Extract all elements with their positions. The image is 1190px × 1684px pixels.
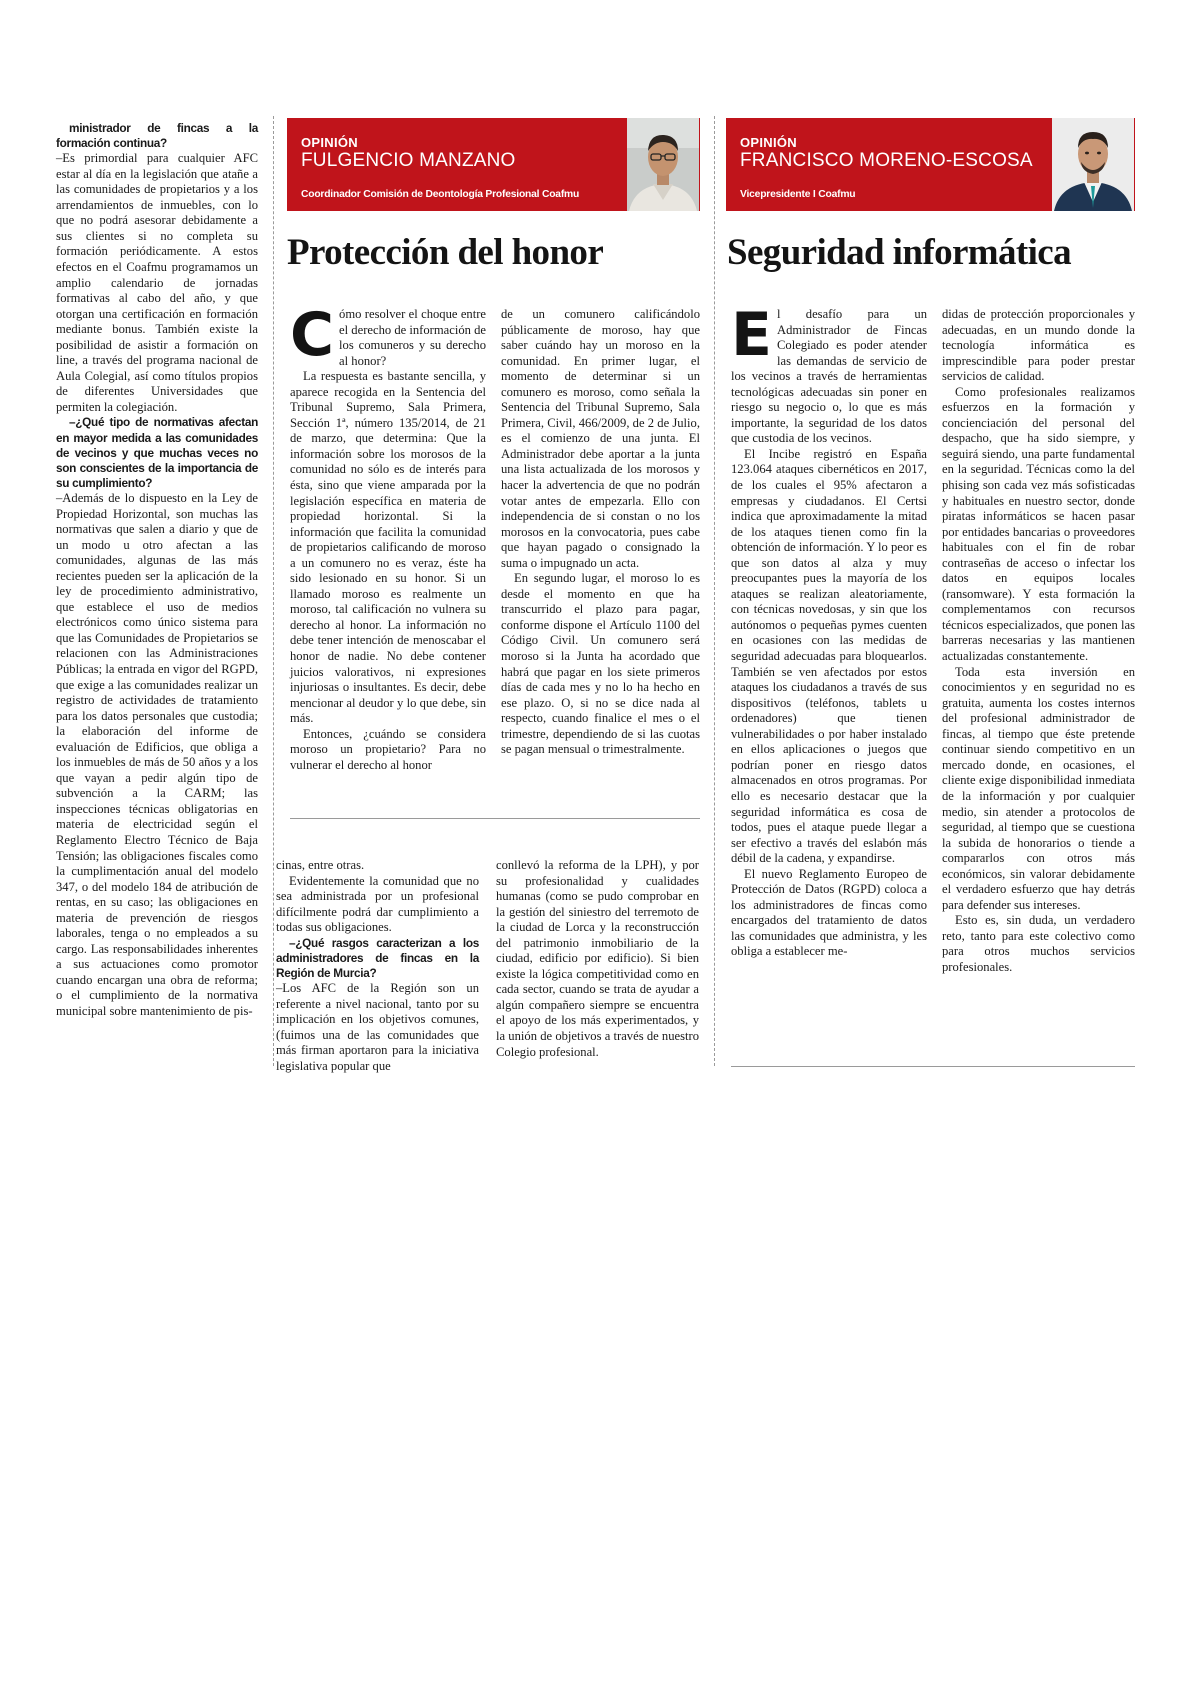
column-separator: [714, 116, 715, 1066]
opinion-kicker: OPINIÓN: [740, 135, 797, 150]
article-paragraph: de un comunero calificándolo públicamente de moroso, hay que saber cuándo hay un moroso en la comunidad. En primer lugar, el momento de determinar si un comunero es moroso, como señala la Sentencia del Tribunal Supremo, Sala Primera, Civil, 466/2009, de 2 de Julio, es el comienzo de una junta. El Administrador debe aportar a la junta una lista actualizada de los morosos y hacer la advertencia de que no podrán votar antes de empezarla. Ello con independencia de si constan o no los morosos en la convocatoria, pues cabe que hayan pagado o consignado la suma o impugnado un acta.: [501, 307, 700, 570]
interview-question: ministrador de fincas a la formación continua?: [56, 121, 258, 151]
article-paragraph: En segundo lugar, el moroso lo es desde el momento en que ha transcurrido el plazo para pagar, conforme dispone el Artículo 1100 del Código Civil. Un comunero será moroso si la Junta ha acordado que habrá que pagar en los siete primeros días de cada mes y no lo ha hecho en ese plazo. O, si no se dice nada al respecto, cuando finalice el mes o el trimestre, dependiendo de si las cuotas se pagan mensual o trimestralmente.: [501, 571, 700, 757]
interview-answer: –Los AFC de la Región son un referente a nivel nacional, tanto por su implicación en los objetivos comunes, (fuimos una de las comunidades que más firman aportaron para la iniciativa legislativa popular que: [276, 981, 479, 1073]
article-paragraph: Toda esta inversión en conocimientos y en seguridad no es gratuita, aumenta los costes internos del profesional administrador de fincas, al tiempo que éste pretende continuar siendo competitivo en un mercado donde, en ocasiones, el cliente exige disponibilidad inmediata de la información y por cualquier medio, sin atender a protocolos de seguridad, al tiempo que se cuestiona la subida de honorarios o tiende a compararlos con otros más económicos, sin valorar debidamente el verdadero esfuerzo que hay detrás para defender sus intereses.: [942, 664, 1135, 912]
article-title: Seguridad informática: [727, 232, 1072, 273]
interview-paragraph: Evidentemente la comunidad que no sea administrada por un profesional difícilmente podrá dar cumplimiento a todas sus obligaciones.: [276, 873, 479, 935]
author-photo: [627, 118, 699, 211]
article-paragraph: didas de protección proporcionales y adecuadas, en un mundo donde la tecnología informática es imprescindible para poder prestar servicios de calidad.: [942, 307, 1135, 384]
author-role: Vicepresidente I Coafmu: [740, 189, 856, 200]
article-paragraph: El nuevo Reglamento Europeo de Protección de Datos (RGPD) coloca a los administradores de fincas como encargados del tratamiento de datos las comunidades que administra, y les obliga a establecer me-: [731, 866, 927, 959]
interview-question: –¿Qué rasgos caracterizan a los administradores de fincas en la Región de Murcia?: [276, 935, 479, 980]
article-paragraph: El Incibe registró en España 123.064 ataques cibernéticos en 2017, de los cuales el 95% afectaron a empresas y ciudadanos. El Certsi indica que aproximadamente la mitad de los ataques tienen como fin la obtención de información. Y lo peor es que son datos al alza y muy preocupantes pues la mayoría de los ataques se realizan aleatoriamente, con técnicas novedosas, y sin que los autónomos o pequeñas pymes cuenten en ocasiones con las medidas de seguridad adecuadas para bloquearlos. También se ven afectados por estos ataques los ciudadanos a través de sus dispositivos (teléfonos, tablets u ordenadores) que tienen vulnerabilidades o por haber instalado en ellos aplicaciones o juegos que podrían poner en riesgo datos almacenados en otros programas. Por ello es necesario destacar que la seguridad informática es cosa de todos, pues el ataque puede llegar a ser efectivo a través del eslabón más débil de la cadena, y expandirse.: [731, 446, 927, 866]
interview-answer: cinas, entre otras.: [276, 858, 365, 872]
interview-continuation-column-1: [276, 858, 479, 1074]
interview-left-column: [56, 121, 258, 1020]
article-column: [942, 307, 1135, 976]
interview-continuation-column-2: [496, 858, 699, 1060]
author-role: Coordinador Comisión de Deontología Profesional Coafmu: [301, 189, 580, 200]
interview-answer: –Además de lo dispuesto en la Ley de Propiedad Horizontal, son muchas las normativas que salen a diario y que de un modo u otro afectan a las comunidades, algunas de las más recientes pueden ser la aplicación de la ley de procedimiento administrativo, que establece el uso de medios electrónicos como único sistema para que las Comunidades de Propietarios se relacionen con las Administraciones Públicas; la entrada en vigor del RGPD, que exige a las comunidades realizar un registro de actividades de tratamiento para los datos personales que custodia; la elaboración del informe de evaluación de Edificios, que obliga a los inmuebles de más de 50 años y a los que vayan a pedir algún tipo de subvención a la CARM; las inspecciones técnicas obligatorias en materia de electricidad según el Reglamento Electro Técnico de Baja Tensión; las obligaciones fiscales como la cumplimentación anual del modelo 347, o del modelo 184 de atribución de rentas, en su caso; las obligaciones en materia de prevención de riesgos laborales, tenga o no empleados a su cargo. Las responsabilidades inherentes a sus actuaciones como promotor cuando encargan una obra de reforma; o el cumplimiento de la normativa municipal sobre mantenimiento de pis-: [56, 490, 258, 1018]
interview-answer: –Es primordial para cualquier AFC estar al día en la legislación que atañe a las comunidades de propietarios y a los arrendamientos de inmuebles, con lo que no podrá asesorar debidamente a sus clientes si no completa su formación periódicamente. A estos efectos en el Coafmu programamos un amplio calendario de jornadas formativas al cabo del año, y que otorgan una certificación en formación mediante bonus. También existe la posibilidad de asistir a formación on line, a través del programa nacional de Aula Colegial, así como títulos propios de diferentes Universidades que permiten la colegiación.: [56, 151, 258, 414]
interview-answer: conllevó la reforma de la LPH), y por su profesionalidad y cualidades humanas (como se pudo comprobar en la gestión del siniestro del terremoto de la ciudad de Lorca y la reconstrucción del patrimonio inmobiliario de la ciudad, edificio por edificio). Si bien existe la lógica competitividad como en cada sector, cuando se trata de ayudar a algún compañero siempre se encuentra el apoyo de los más experimentados, y la unión de objetivos a través de nuestro Colegio profesional.: [496, 858, 699, 1059]
article-paragraph: Entonces, ¿cuándo se considera moroso un propietario? Para no vulnerar el derecho al honor: [290, 726, 486, 772]
article-paragraph: El desafío para un Administrador de Fincas Colegiado es poder atender las demandas de servicio de los vecinos a través de herramientas tecnológicas adecuadas sin poner en riesgo su negocio o, lo que es más importante, la seguridad de los datos que custodia de los vecinos.: [731, 300, 927, 446]
article-paragraph: Esto es, sin duda, un verdadero reto, tanto para este colectivo como para otros muchos servicios profesionales.: [942, 913, 1135, 974]
drop-cap: E: [731, 300, 772, 370]
author-name: FULGENCIO MANZANO: [301, 150, 516, 171]
interview-question: –¿Qué tipo de normativas afectan en mayor medida a las comunidades de vecinos y que muchas veces no son conscientes de la importancia de su cumplimiento?: [56, 415, 258, 490]
article-column: [731, 300, 927, 960]
article-paragraph: La respuesta es bastante sencilla, y aparece recogida en la Sentencia del Tribunal Supremo, Sala Primera, Sección 1ª, número 135/2014, de 21 de marzo, que determina: Que la información sobre los morosos de la comunidad no sólo es de interés para ésta, sino que viene amparada por la legislación específica en materia de propiedad horizontal. Si la información que facilita la comunidad de propietarios calificando de moroso a un comunero no es veraz, éste ha sido lesionado en su honor. Si un llamado moroso es realmente un moroso, tal calificación no vulnera su derecho al honor. La información no debe tener intención de menoscabar el honor de nadie. No debe contener juicios valorativos, ni expresiones injuriosas o insultantes. Es decir, debe mencionar al deudor y lo que debe, sin más.: [290, 369, 486, 726]
article-paragraph: Como profesionales realizamos esfuerzos en la formación y concienciación del personal del despacho, que ha sido siempre, y seguirá siendo, una parte fundamental en la seguridad. Técnicas como la del phising son cada vez más sofisticadas y habituales en nuestro sector, donde piratas informáticos se hacen pasar por entidades bancarias o proveedores habituales con el fin de robar contraseñas de acceso o infectar los datos en equipos locales (ransomware). Y esta formación la complementamos con recursos técnicos especializados, que ponen las barreras necesarias y las mantienen actualizadas constantemente.: [942, 384, 1135, 664]
drop-cap: C: [290, 300, 335, 370]
article-column: [501, 307, 700, 758]
article-paragraph: Cómo resolver el choque entre el derecho de información de los comuneros y su derecho al honor?: [290, 300, 486, 370]
author-photo: [1052, 118, 1134, 211]
author-name: FRANCISCO MORENO-ESCOSA: [740, 150, 1033, 171]
column-separator: [273, 116, 274, 1066]
article-end-rule: [731, 1066, 1135, 1067]
opinion-kicker: OPINIÓN: [301, 135, 358, 150]
article-title: Protección del honor: [287, 232, 604, 273]
article-end-rule: [290, 818, 700, 819]
article-column: [290, 300, 486, 773]
